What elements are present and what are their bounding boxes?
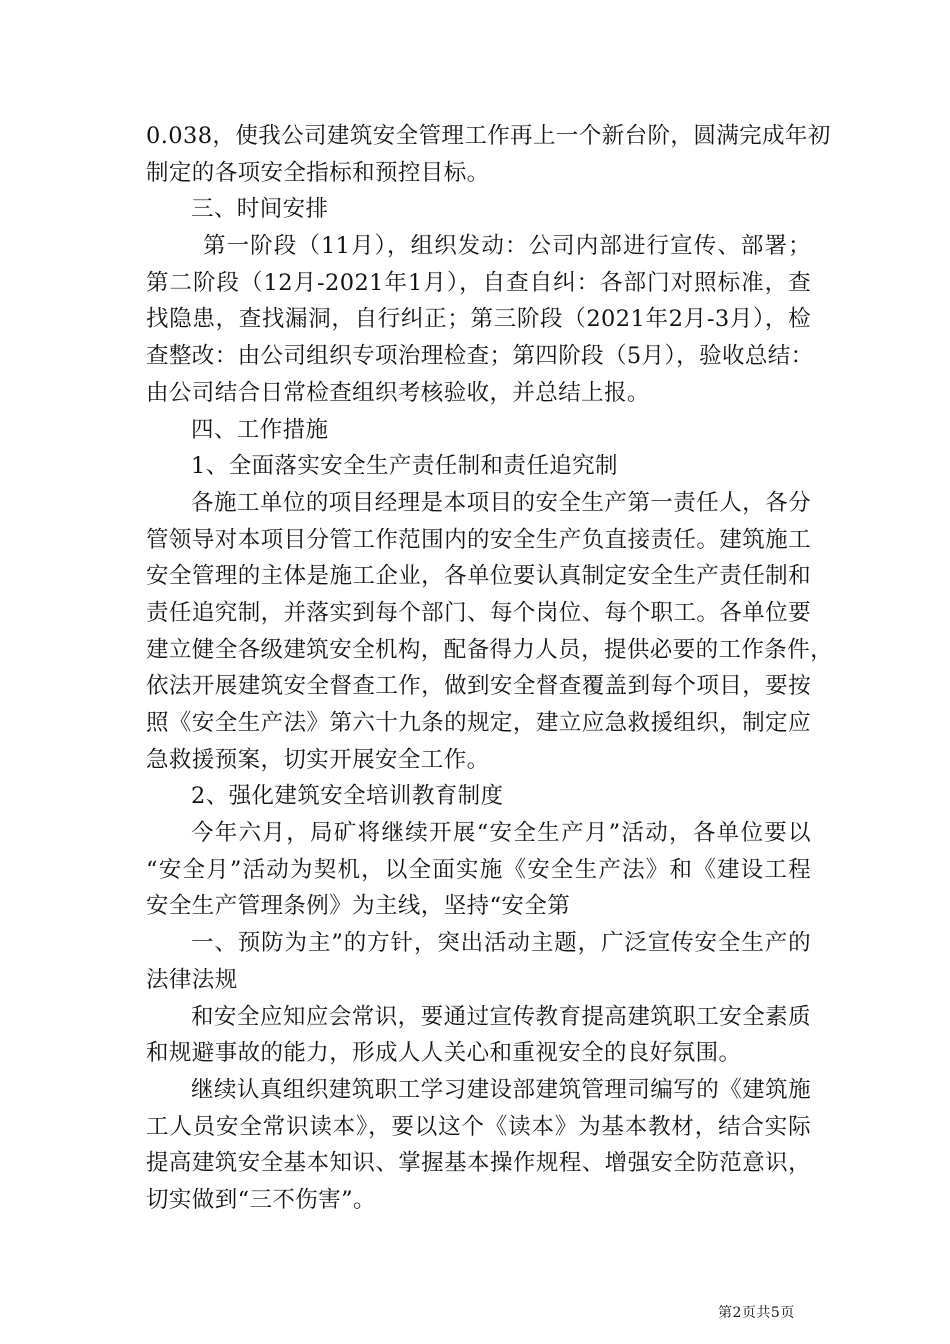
section-heading: 四、工作措施 [191, 416, 329, 443]
text-line: 第一阶段（11月），组织发动：公司内部进行宣传、部署； [203, 233, 811, 260]
text-line: 安全生产管理条例》为主线，坚持“安全第 [146, 893, 571, 920]
text-line: 责任追究制，并落实到每个部门、每个岗位、每个职工。各单位要 [146, 599, 811, 626]
text-line: 第二阶段（12月-2021年1月），自查自纠：各部门对照标准，查 [146, 269, 811, 296]
text-line: 今年六月，局矿将继续开展“安全生产月”活动，各单位要以 [191, 820, 811, 847]
text-line: 依法开展建筑安全督查工作，做到安全督查覆盖到每个项目，要按 [146, 673, 811, 700]
body-text [146, 118, 834, 1219]
text-line: 法律法规 [146, 966, 238, 993]
text-line: 一、预防为主”的方针，突出活动主题，广泛宣传安全生产的 [191, 930, 811, 957]
text-line: 由公司结合日常检查组织考核验收，并总结上报。 [146, 379, 650, 406]
text-line: 找隐患，查找漏洞，自行纠正；第三阶段（2021年2月-3月），检 [146, 306, 811, 333]
text-line: 0.038，使我公司建筑安全管理工作再上一个新台阶，圆满完成年初 [146, 123, 831, 149]
text-line: 照《安全生产法》第六十九条的规定，建立应急救援组织，制定应 [146, 710, 811, 736]
subsection-heading: 1、全面落实安全生产责任制和责任追究制 [191, 453, 618, 480]
text-line: 提高建筑安全基本知识、掌握基本操作规程、增强安全防范意识， [146, 1150, 811, 1177]
text-line: 和安全应知应会常识，要通过宣传教育提高建筑职工安全素质 [191, 1003, 811, 1030]
text-line: 切实做到“三不伤害”。 [146, 1186, 376, 1213]
text-line: 管领导对本项目分管工作范围内的安全生产负直接责任。建筑施工 [146, 526, 811, 553]
text-line: 急救援预案，切实开展安全工作。 [146, 746, 490, 773]
text-line: 查整改：由公司组织专项治理检查；第四阶段（5月），验收总结： [146, 343, 814, 370]
text-line: 各施工单位的项目经理是本项目的安全生产第一责任人，各分 [191, 489, 811, 516]
text-line: 制定的各项安全指标和预控目标。 [146, 159, 490, 186]
text-line: 安全管理的主体是施工企业，各单位要认真制定安全生产责任制和 [146, 563, 811, 590]
text-line: “安全月”活动为契机，以全面实施《安全生产法》和《建设工程 [146, 856, 811, 883]
section-heading: 三、时间安排 [191, 196, 329, 223]
text-line: 工人员安全常识读本》，要以这个《读本》为基本教材，结合实际 [146, 1113, 811, 1140]
subsection-heading: 2、强化建筑安全培训教育制度 [191, 783, 504, 810]
page-number: 第2页共5页 [718, 1305, 795, 1321]
text-line: 继续认真组织建筑职工学习建设部建筑管理司编写的《建筑施 [191, 1076, 811, 1103]
text-line: 建立健全各级建筑安全机构，配备得力人员，提供必要的工作条件， [146, 636, 834, 663]
text-line: 和规避事故的能力，形成人人关心和重视安全的良好氛围。 [146, 1040, 742, 1067]
